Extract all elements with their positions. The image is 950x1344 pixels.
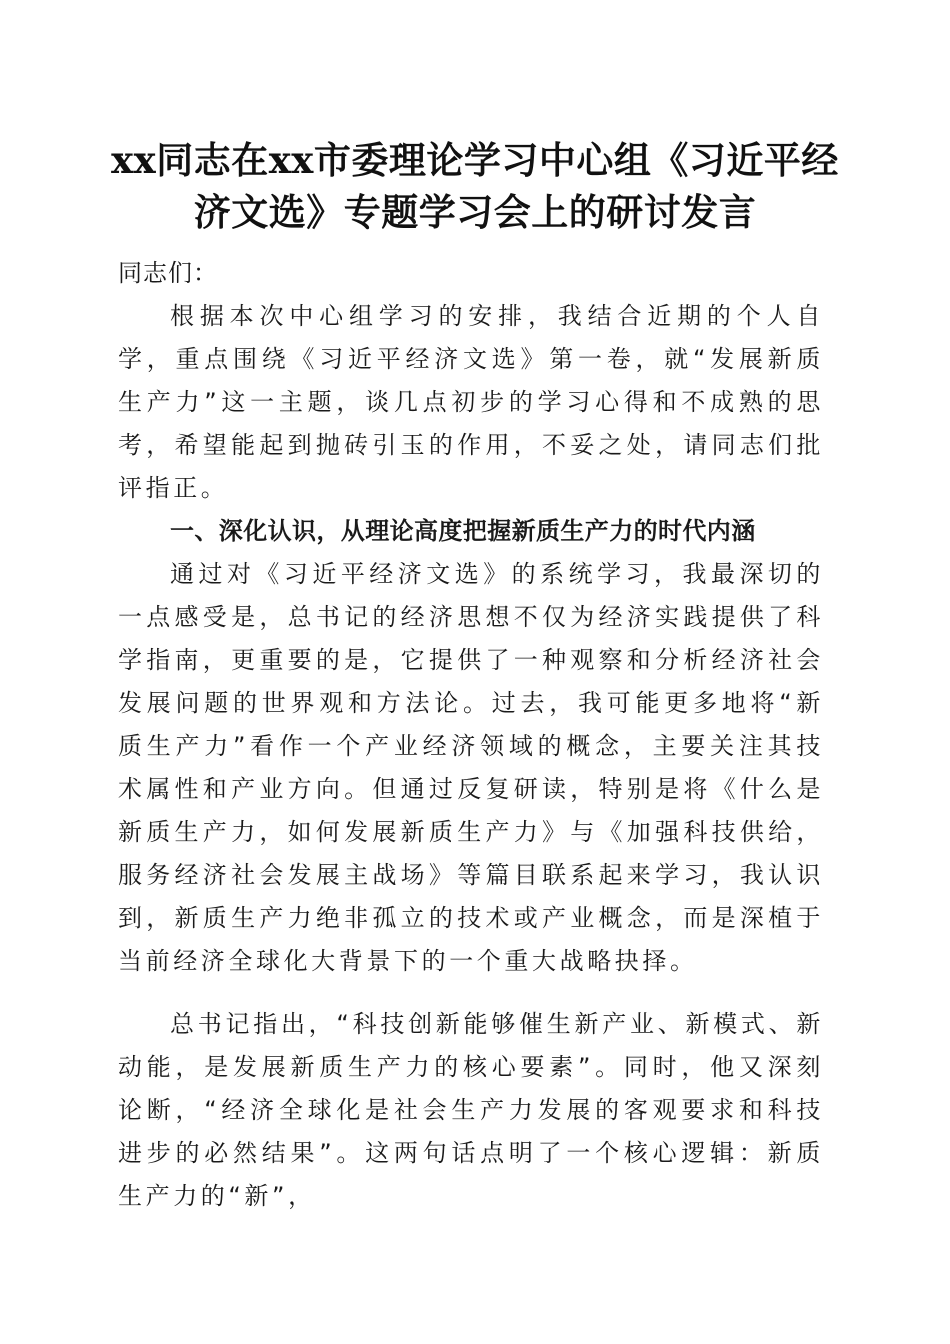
salutation: 同志们： <box>118 259 218 287</box>
body-paragraph: 通过对《习近平经济文选》的系统学习，我最深切的一点感受是，总书记的经济思想不仅为经济实践提供了科学指南，更重要的是，它提供了一种观察和分析经济社会发展问题的世界观和方法论。过去，我可能更多地将“新质生产力”看作一个产业经济领域的概念，主要关注其技术属性和产业方向。但通过反复研读，特别是将《什么是新质生产力，如何发展新质生产力》与《加强科技供给，服务经济社会发展主战场》等篇目联系起来学习，我认识到，新质生产力绝非孤立的技术或产业概念，而是深植于当前经济全球化大背景下的一个重大战略抉择。 <box>118 560 824 975</box>
body-paragraph: 总书记指出，“科技创新能够催生新产业、新模式、新动能，是发展新质生产力的核心要素”。同时，他又深刻论断，“经济全球化是社会生产力发展的客观要求和科技进步的必然结果”。这两句话点明了一个核心逻辑：新质生产力的“新”， <box>118 1010 824 1210</box>
intro-paragraph: 根据本次中心组学习的安排，我结合近期的个人自学，重点围绕《习近平经济文选》第一卷，就“发展新质生产力”这一主题，谈几点初步的学习心得和不成熟的思考，希望能起到抛砖引玉的作用，不妥之处，请同志们批评指正。 <box>118 302 824 502</box>
section-heading-1: 一、深化认识，从理论高度把握新质生产力的时代内涵 <box>170 517 756 545</box>
document-title: xx同志在xx市委理论学习中心组《习近平经济文选》专题学习会上的研讨发言 <box>111 138 839 234</box>
paragraph-spacer <box>118 983 824 1003</box>
document-body <box>118 252 824 1218</box>
